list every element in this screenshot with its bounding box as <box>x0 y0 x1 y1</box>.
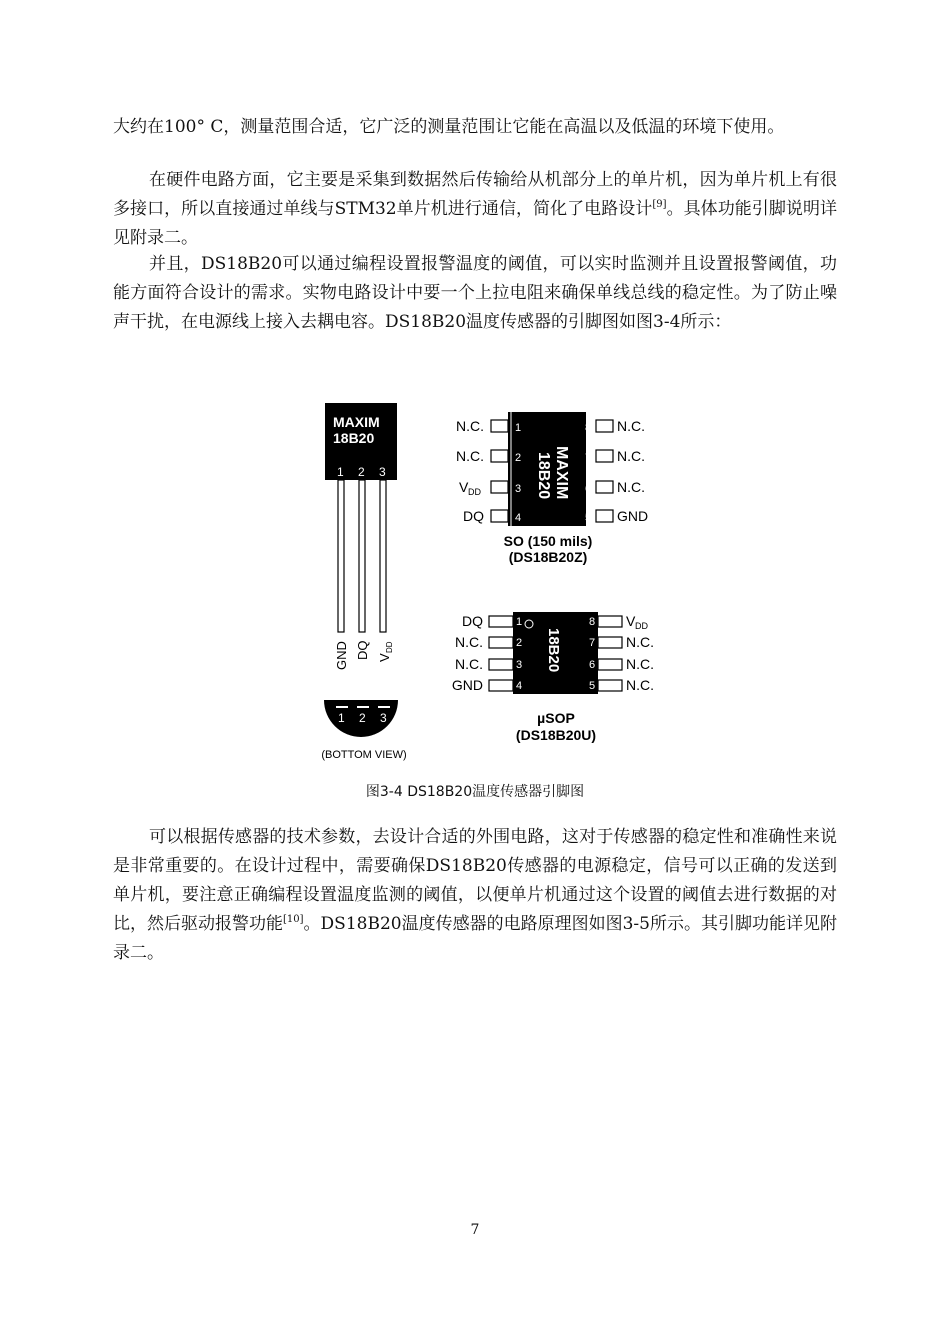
pinout-figure <box>0 395 950 775</box>
usop-part: 18B20 <box>545 628 562 673</box>
to92-brand: MAXIM <box>333 414 380 430</box>
citation-ref-10: [10] <box>283 914 304 925</box>
usop-pin4-num: 4 <box>516 680 523 692</box>
paragraph-hardware-circuit <box>113 166 837 253</box>
so-pin1-label: N.C. <box>456 418 484 434</box>
so-part: 18B20 <box>535 452 552 500</box>
so-title: SO (150 mils) <box>503 533 593 549</box>
so-pin6-num: 6 <box>585 483 592 495</box>
to92-bottom-pin1: 1 <box>338 711 345 725</box>
so-pin2-label: N.C. <box>456 448 484 464</box>
page-number: 7 <box>470 1222 480 1238</box>
to92-label-v: V <box>377 653 392 662</box>
so-brand: MAXIM <box>553 446 570 500</box>
to92-pin2-num: 2 <box>358 465 365 479</box>
to92-bottom-pin3: 3 <box>380 711 387 725</box>
usop-pin1-label: DQ <box>462 613 483 629</box>
usop-right-pads <box>598 616 622 691</box>
usop-pin1-num: 1 <box>516 616 523 628</box>
paragraph-text: 可以根据传感器的技术参数，去设计合适的外围电路，这对于传感器的稳定性和准确性来说是非常重要的。在设计过程中，需要确保DS18B20传感器的电源稳定，信号可以正确的发送到单片机，要注意正确编程设置温度监测的阈值，以便单片机通过这个设置的阈值去进行数据的对比，然后驱动报警功能 <box>113 827 837 934</box>
usop-pin5-label: N.C. <box>626 677 654 693</box>
to92-leads <box>338 480 386 632</box>
usop-pin3-num: 3 <box>516 659 523 671</box>
usop-title: µSOP <box>537 710 575 726</box>
citation-ref-9: [9] <box>652 199 667 210</box>
so-pin4-label: DQ <box>463 508 484 524</box>
usop-pin2-label: N.C. <box>455 634 483 650</box>
usop-pin8-label-sub: DD <box>635 621 648 631</box>
to92-bottom-view-label: (BOTTOM VIEW) <box>321 749 407 761</box>
so-subtitle: (DS18B20Z) <box>508 549 588 565</box>
so-pin5-label: GND <box>617 508 649 524</box>
usop-subtitle: (DS18B20U) <box>515 727 597 743</box>
usop-pin2-num: 2 <box>516 637 523 649</box>
paragraph-peripheral-circuit <box>113 823 837 968</box>
so-pin1-num: 1 <box>515 422 522 434</box>
so-pin7-num: 7 <box>585 452 592 464</box>
so-pin3-label-sub: DD <box>468 487 481 497</box>
paragraph-alarm-threshold: 并且，DS18B20可以通过编程设置报警温度的阈值，可以实时监测并且设置报警阈值，功能方面符合设计的需求。实物电路设计中要一个上拉电阻来确保单线总线的稳定性。为了防止噪声干扰，在电源线上接入去耦电容。DS18B20温度传感器的引脚图如图3-4所示： <box>113 254 837 332</box>
usop-pin8-num: 8 <box>589 616 596 628</box>
to92-label-dd: DD <box>385 641 394 653</box>
paragraph-tail: 。DS18B20温度传感器的电路原理图如图3-5所示。其引脚功能详见附录二。 <box>113 914 837 963</box>
figure-caption: 图3-4 DS18B20温度传感器引脚图 <box>365 784 585 800</box>
usop-pin6-label: N.C. <box>626 656 654 672</box>
so-left-pads <box>491 420 508 522</box>
usop-pin8-label: V <box>626 613 636 629</box>
so-pin7-label: N.C. <box>617 448 645 464</box>
usop-pin6-num: 6 <box>589 659 596 671</box>
so-pin3-label: V <box>459 479 469 495</box>
usop-left-pads <box>489 616 513 691</box>
so-right-pads <box>596 420 613 522</box>
so-pin5-num: 5 <box>585 512 592 524</box>
so-pin8-label: N.C. <box>617 418 645 434</box>
usop-pin7-label: N.C. <box>626 634 654 650</box>
so-pin8-num: 8 <box>585 422 592 434</box>
to92-pin1-num: 1 <box>337 465 344 479</box>
to92-bottom-pin2: 2 <box>359 711 366 725</box>
paragraph-tail: 。具体功能引脚说明详见附录二。 <box>113 199 837 248</box>
paragraph-text: 在硬件电路方面，它主要是采集到数据然后传输给从机部分上的单片机，因为单片机上有很多接口，所以直接通过单线与STM32单片机进行通信，简化了电路设计 <box>113 170 837 219</box>
to92-part: 18B20 <box>333 430 375 446</box>
so-pin3-num: 3 <box>515 483 522 495</box>
to92-label-dq: DQ <box>355 640 370 660</box>
usop-pin4-label: GND <box>451 677 483 693</box>
paragraph-continuation: 大约在100° C，测量范围合适，它广泛的测量范围让它能在高温以及低温的环境下使用。 <box>113 117 785 137</box>
so-pin4-num: 4 <box>515 512 522 524</box>
usop-pin7-num: 7 <box>589 637 596 649</box>
to92-label-gnd: GND <box>334 641 349 670</box>
to92-pin3-num: 3 <box>379 465 386 479</box>
usop-pin3-label: N.C. <box>455 656 483 672</box>
so-pin2-num: 2 <box>515 452 522 464</box>
usop-pin5-num: 5 <box>589 680 596 692</box>
so-pin6-label: N.C. <box>617 479 645 495</box>
